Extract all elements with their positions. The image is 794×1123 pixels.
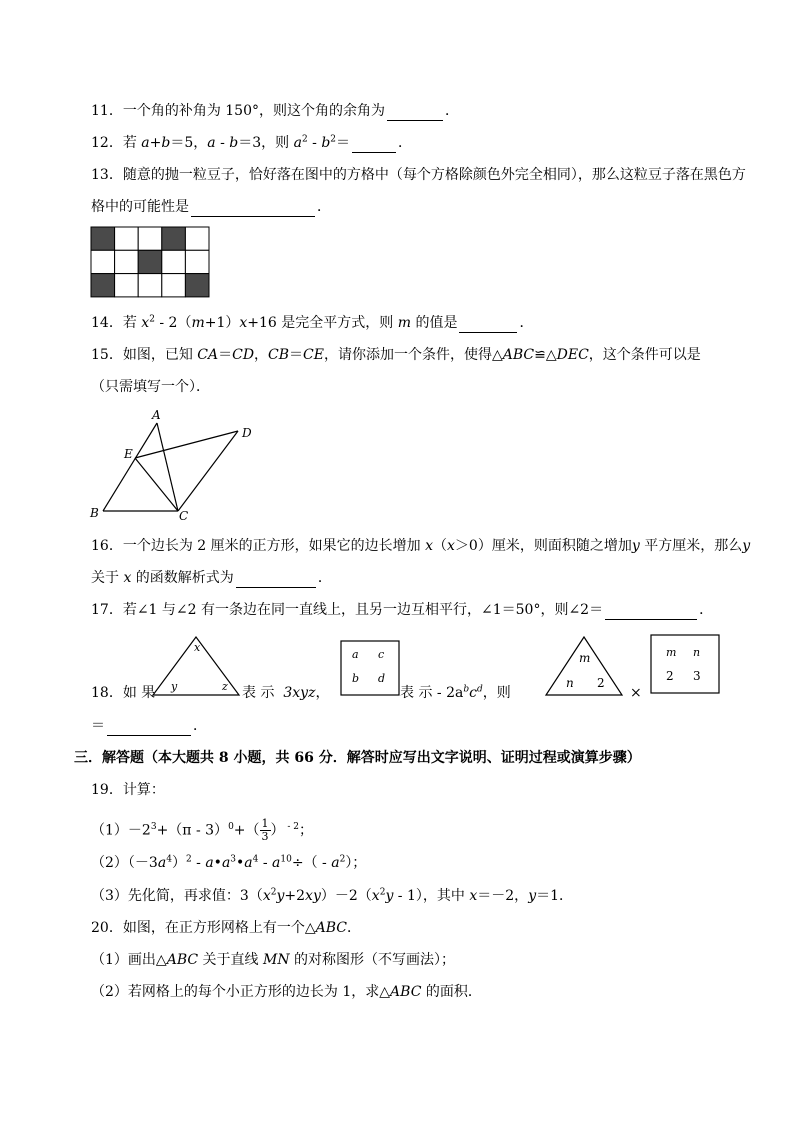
grid-cell-light xyxy=(185,227,209,250)
box-abcd xyxy=(340,640,400,696)
svg-text:m: m xyxy=(666,646,677,659)
grid-cell-light xyxy=(185,250,209,273)
question-19-part1: $(1)-2^3+(\pi - 3)^0+$（ $\frac{1}{3}$ ） $^{- 2}$； xyxy=(91,817,314,843)
box-mn23 xyxy=(650,634,720,694)
question-15: 15．如图，已知 CA＝CD，CB＝CE，请你添加一个条件，使得△ABC≌△DEC，这个条件可以是 xyxy=(91,347,701,363)
grid-cell-dark xyxy=(138,250,162,273)
grid-cell-light xyxy=(138,274,162,297)
label-E: E xyxy=(124,447,133,461)
grid-cell-light xyxy=(162,250,186,273)
label-A: A xyxy=(152,408,161,422)
grid-cell-dark xyxy=(91,227,115,250)
question-13-line2: 格中的可能性是 ． xyxy=(91,199,331,215)
question-16-line2: 关于 x 的函数解析式为 ． xyxy=(91,570,332,586)
svg-text:2: 2 xyxy=(666,669,674,683)
segment-ED xyxy=(135,431,238,458)
triangle-mn2 xyxy=(543,634,625,698)
svg-text:n: n xyxy=(693,646,701,659)
triangle-xyz xyxy=(150,634,242,698)
question-19-part3: （3）先化简，再求值：$3(x^2y+2xy)-2(x^2y - 1)$，其中 x＝－2，y＝1． xyxy=(91,887,574,904)
question-14: 14．若 $x^2 - 2(m+1)x+16$ 是完全平方式，则 m 的值是 ． xyxy=(91,314,534,331)
answer-blank[interactable] xyxy=(352,136,396,153)
question-11: 11．一个角的补角为 150°，则这个角的余角为 ． xyxy=(91,103,459,119)
question-20: 20．如图，在正方形网格上有一个△ABC． xyxy=(91,920,361,936)
answer-blank[interactable] xyxy=(107,719,191,736)
question-12: 12．若 a+b＝5，a - b＝3，则 $a^2 - b^2=$ ． xyxy=(91,134,413,151)
label-C: C xyxy=(179,509,189,523)
svg-text:b: b xyxy=(352,672,360,685)
question-20-part1: （1）画出△ABC 关于直线 MN 的对称图形（不写画法）； xyxy=(91,952,456,968)
answer-blank[interactable] xyxy=(191,200,315,217)
probability-grid xyxy=(90,226,210,298)
svg-text:y: y xyxy=(171,680,178,693)
answer-blank[interactable] xyxy=(605,603,697,620)
svg-text:n: n xyxy=(566,676,574,690)
question-13: 13．随意的抛一粒豆子，恰好落在图中的方格中（每个方格除颜色外完全相同），那么这粒豆子落在黑色方 xyxy=(91,167,746,183)
svg-text:2: 2 xyxy=(597,676,605,690)
grid-cell-light xyxy=(91,250,115,273)
grid-cell-light xyxy=(115,250,139,273)
answer-blank[interactable] xyxy=(236,571,316,588)
svg-text:d: d xyxy=(378,672,386,685)
svg-text:z: z xyxy=(222,680,228,693)
question-19: 19．计算： xyxy=(91,782,165,798)
svg-text:a: a xyxy=(352,648,359,661)
svg-text:c: c xyxy=(378,648,385,661)
question-17: 17．若∠1 与∠2 有一条边在同一直线上，且另一边互相平行，∠1＝50°，则∠2＝ ． xyxy=(91,602,714,618)
question-20-part2: （2）若网格上的每个小正方形的边长为 1，求△ABC 的面积． xyxy=(91,984,482,1000)
question-18: 18．如 果 xyxy=(91,685,156,701)
question-18-line2: ＝ ． xyxy=(91,718,207,734)
question-16: 16．一个边长为 2 厘米的正方形，如果它的边长增加 x（x＞0）厘米，则面积随之增加y 平方厘米，那么y xyxy=(91,538,751,554)
svg-text:x: x xyxy=(194,641,201,654)
grid-cell-light xyxy=(115,274,139,297)
section-title: 三．解答题（本大题共 8 小题，共 66 分．解答时应写出文字说明、证明过程或演算步骤） xyxy=(74,750,641,766)
triangle-figure-15 xyxy=(86,404,266,524)
segment-AB xyxy=(103,423,157,511)
grid-cell-dark xyxy=(185,274,209,297)
grid-cell-light xyxy=(138,227,162,250)
grid-cell-dark xyxy=(91,274,115,297)
grid-cell-light xyxy=(115,227,139,250)
question-19-part2: $(2)(-3a^4)^2$ - $a•a^3•a^4 - a^{10}\div( - a^2)$； xyxy=(91,854,367,871)
answer-blank[interactable] xyxy=(387,104,443,121)
svg-text:m: m xyxy=(579,651,591,665)
label-B: B xyxy=(90,506,99,520)
grid-cell-dark xyxy=(162,227,186,250)
grid-cell-light xyxy=(162,274,186,297)
segment-DC xyxy=(178,431,238,511)
label-D: D xyxy=(242,426,252,440)
svg-text:3: 3 xyxy=(693,669,701,683)
question-15-line2: （只需填写一个）． xyxy=(91,379,210,395)
answer-blank[interactable] xyxy=(459,316,517,333)
